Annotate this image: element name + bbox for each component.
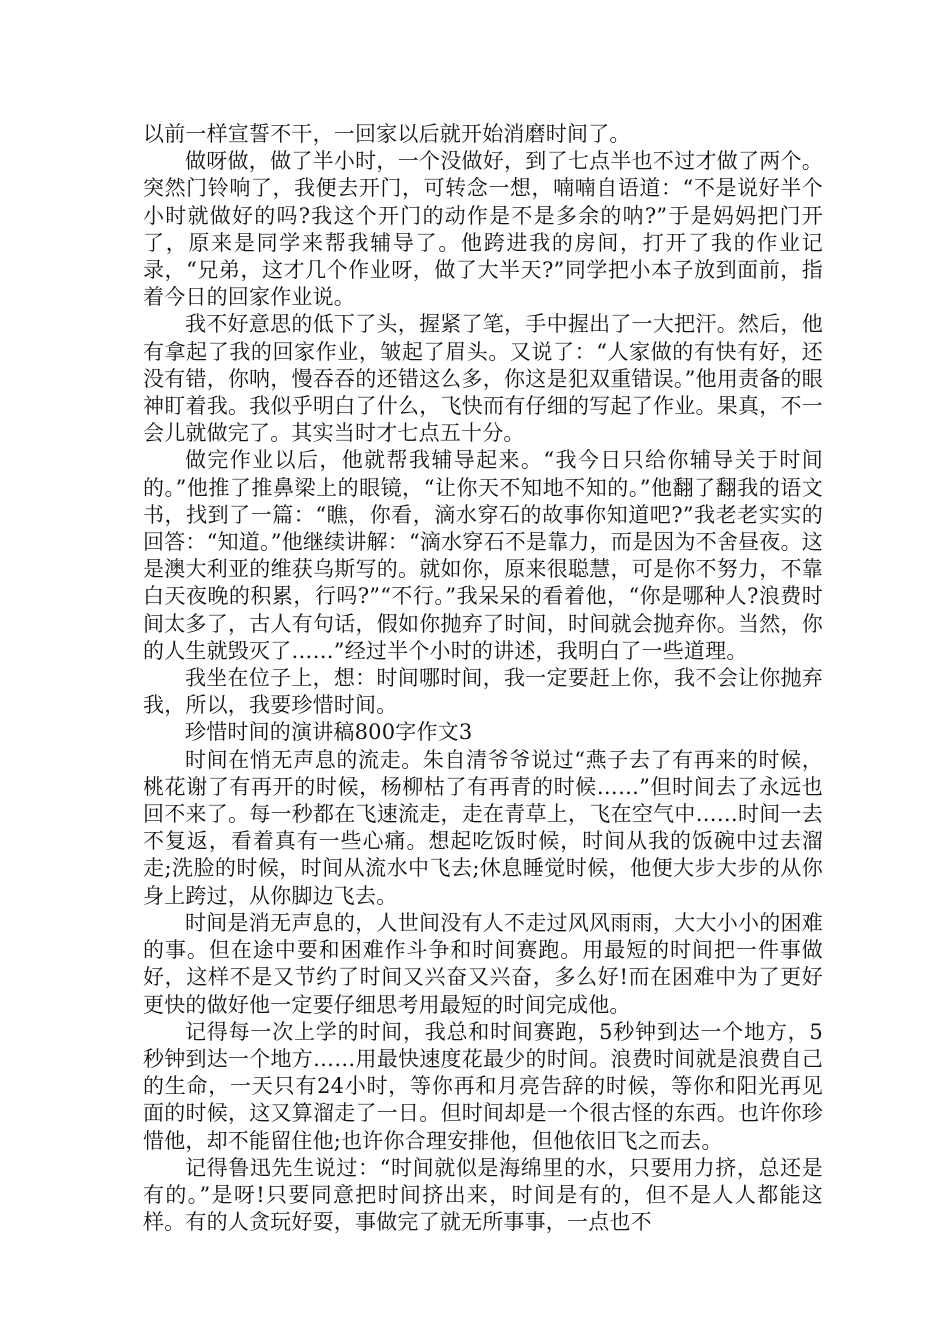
paragraph: 以前一样宣誓不干，一回家以后就开始消磨时间了。 [143, 122, 631, 146]
document-body [143, 121, 823, 1236]
paragraph: 做完作业以后，他就帮我辅导起来。“我今日只给你辅导关于时间的。”他推了推鼻梁上的眼镜，“让你天不知地不知的。”他翻了翻我的语文书，找到了一篇：“瞧，你看，滴水穿石的故事你知道吧?”我老老实实的回答：“知道。”他继续讲解：“滴水穿石不是靠力，而是因为不舍昼夜。这是澳大利亚的维获乌斯写的。就如你，原来很聪慧，可是你不努力，不靠白天夜晚的积累，行吗?”“不行。”我呆呆的看着他，“你是哪种人?浪费时间太多了，古人有句话，假如你抛弃了时间，时间就会抛弃你。当然，你的人生就毁灭了……”经过半个小时的讲述，我明白了一些道理。 [143, 448, 823, 663]
paragraph: 我坐在位子上，想：时间哪时间，我一定要赶上你，我不会让你抛弃我，所以，我要珍惜时间。 [143, 666, 823, 718]
paragraph: 我不好意思的低下了头，握紧了笔，手中握出了一大把汗。然后，他有拿起了我的回家作业，皱起了眉头。又说了：“人家做的有快有好，还没有错，你呐，慢吞吞的还错这么多，你这是犯双重错误。”他用责备的眼神盯着我。我似乎明白了什么，飞快而有仔细的写起了作业。果真，不一会儿就做完了。其实当时才七点五十分。 [143, 312, 823, 446]
paragraph: 时间是消无声息的，人世间没有人不走过风风雨雨，大大小小的困难的事。但在途中要和困难作斗争和时间赛跑。用最短的时间把一件事做好，这样不是又节约了时间又兴奋又兴奋，多么好!而在困难中为了更好更快的做好他一定要仔细思考用最短的时间完成他。 [143, 910, 823, 1017]
paragraph: 做呀做，做了半小时，一个没做好，到了七点半也不过才做了两个。突然门铃响了，我便去开门，可转念一想，喃喃自语道：“不是说好半个小时就做好的吗?我这个开门的动作是不是多余的呐?”于是妈妈把门开了，原来是同学来帮我辅导了。他跨进我的房间，打开了我的作业记录，“兄弟，这才几个作业呀，做了大半天?”同学把小本子放到面前，指着今日的回家作业说。 [143, 149, 823, 310]
section-heading: 珍惜时间的演讲稿800字作文3 [185, 720, 473, 745]
paragraph: 记得鲁迅先生说过：“时间就似是海绵里的水，只要用力挤，总还是有的。”是呀!只要同意把时间挤出来，时间是有的，但不是人人都能这样。有的人贪玩好耍，事做完了就无所事事，一点也不 [143, 1155, 823, 1235]
paragraph: 时间在悄无声息的流走。朱自清爷爷说过“燕子去了有再来的时候，桃花谢了有再开的时候，杨柳枯了有再青的时候……”但时间去了永远也回不来了。每一秒都在飞速流走，走在青草上，飞在空气中……时间一去不复返，看着真有一些心痛。想起吃饭时候，时间从我的饭碗中过去溜走;洗脸的时候，时间从流水中飞去;休息睡觉时候，他便大步大步的从你身上跨过，从你脚边飞去。 [143, 747, 823, 908]
paragraph: 记得每一次上学的时间，我总和时间赛跑，5秒钟到达一个地方，5秒钟到达一个地方……用最快速度花最少的时间。浪费时间就是浪费自己的生命，一天只有24小时，等你再和月亮告辞的时候，等你和阳光再见面的时候，这又算溜走了一日。但时间却是一个很古怪的东西。也许你珍惜他，却不能留住他;也许你合理安排他，但他依旧飞之而去。 [143, 1019, 823, 1153]
